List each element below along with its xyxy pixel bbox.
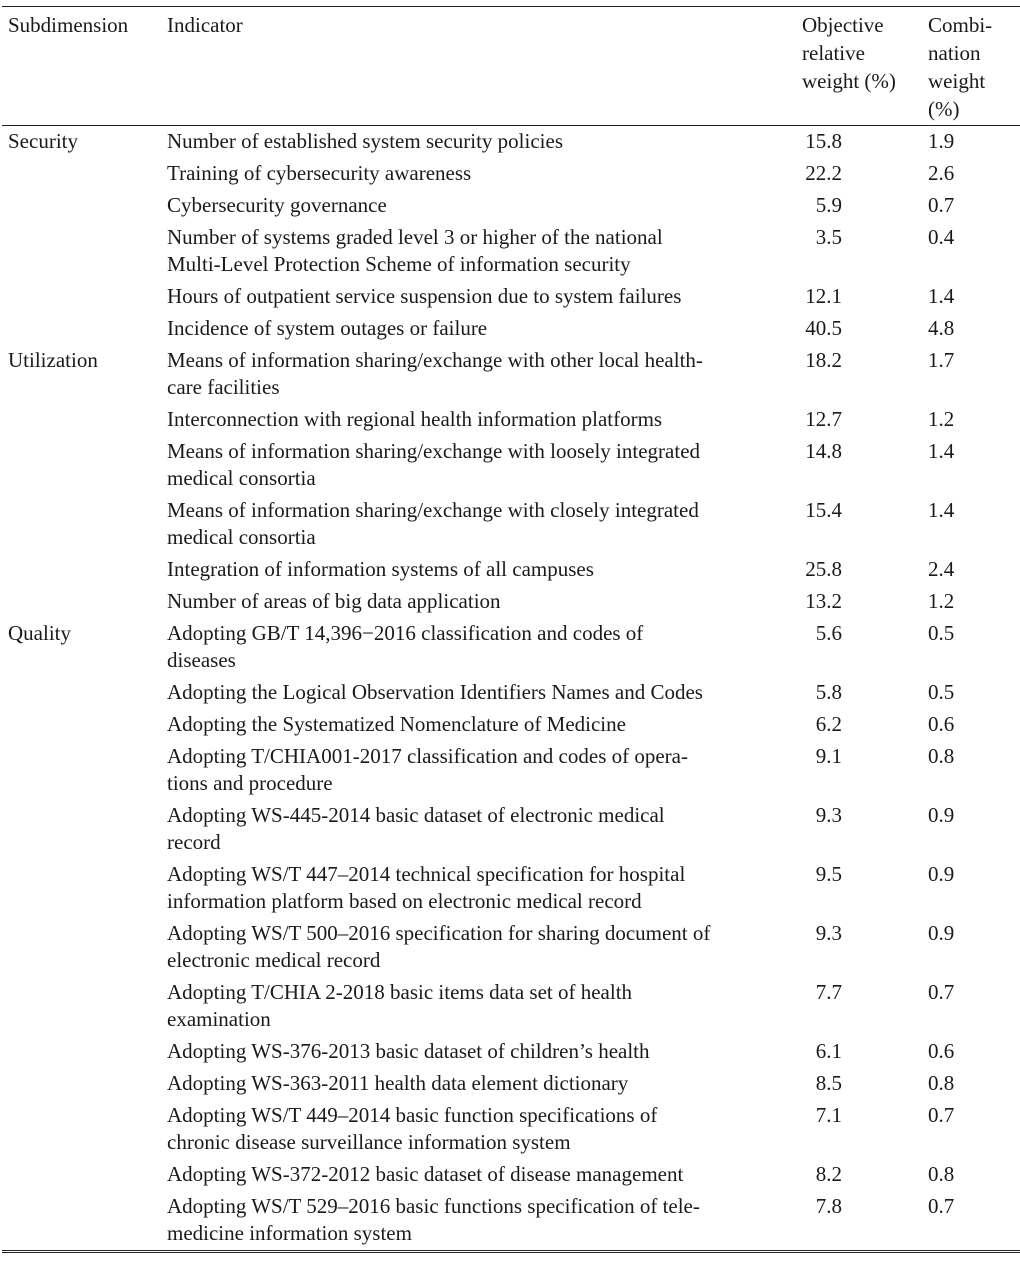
objective-weight-value: 3.5 [815,225,842,249]
combination-weight-cell [928,1193,1018,1220]
objective-weight-value: 5.8 [815,680,842,704]
subdimension-cell: Quality [8,621,71,645]
table-row [0,345,1020,404]
objective-weight-value: 18.2 [805,348,842,372]
indicator-cell: Adopting WS-376-2013 basic dataset of children’s health [167,1039,650,1063]
combination-weight-cell [928,620,1018,647]
objective-weight-cell [802,128,928,155]
objective-weight-value: 5.6 [815,621,842,645]
table-row [0,800,1020,859]
combination-weight-cell [928,679,1018,706]
objective-weight-cell [802,497,928,524]
objective-weight-cell [802,438,928,465]
combination-weight-value: 0.7 [928,980,955,1004]
objective-weight-value: 9.1 [815,744,842,768]
combination-weight-cell [928,1070,1018,1097]
combination-weight-cell [928,588,1018,615]
objective-weight-value: 8.5 [815,1071,842,1095]
combination-weight-cell [928,920,1018,947]
indicator-cell: Adopting the Logical Observation Identifiers Names and Codes [167,680,703,704]
objective-weight-cell [802,1070,928,1097]
table-row [0,222,1020,281]
combination-weight-cell [928,1102,1018,1129]
table-row [0,495,1020,554]
combination-weight-cell [928,347,1018,374]
objective-weight-value: 12.1 [805,284,842,308]
objective-weight-cell [802,1161,928,1188]
combination-weight-cell [928,1161,1018,1188]
combination-weight-value: 0.7 [928,1103,955,1127]
combination-weight-value: 0.7 [928,1194,955,1218]
indicator-cell: Adopting WS-363-2011 health data element dictionary [167,1071,629,1095]
combination-weight-cell [928,556,1018,583]
objective-weight-cell [802,347,928,374]
table-row [0,1068,1020,1100]
objective-weight-cell [802,802,928,829]
combination-weight-cell [928,438,1018,465]
combination-weight-cell [928,160,1018,187]
objective-weight-value: 13.2 [805,589,842,613]
indicator-cell: Cybersecurity governance [167,193,387,217]
objective-weight-value: 9.5 [815,862,842,886]
combination-weight-cell [928,128,1018,155]
indicator-cell: Number of established system security policies [167,129,563,153]
table-row [0,281,1020,313]
subdimension-cell: Utilization [8,348,98,372]
table-row [0,709,1020,741]
combination-weight-value: 4.8 [928,316,955,340]
objective-weight-cell [802,620,928,647]
combination-weight-value: 1.2 [928,407,955,431]
objective-weight-value: 7.1 [815,1103,842,1127]
indicator-cell: Number of systems graded level 3 or higher of the national Multi-Level Protection Scheme of information security [167,225,663,276]
table-row [0,918,1020,977]
combination-weight-cell [928,979,1018,1006]
indicator-cell: Adopting WS/T 500–2016 specification for sharing document of electronic medical record [167,921,711,972]
objective-weight-value: 15.8 [805,129,842,153]
objective-weight-value: 22.2 [805,161,842,185]
table-row [0,554,1020,586]
combination-weight-value: 0.8 [928,744,955,768]
combination-weight-value: 0.8 [928,1162,955,1186]
combination-weight-value: 0.5 [928,680,955,704]
header-indicator: Indicator [167,13,243,37]
combination-weight-value: 0.4 [928,225,955,249]
table-row [0,313,1020,345]
table-row [0,126,1020,158]
table-row [0,436,1020,495]
indicator-cell: Hours of outpatient service suspension due to system failures [167,284,682,308]
objective-weight-value: 8.2 [815,1162,842,1186]
objective-weight-value: 9.3 [815,921,842,945]
objective-weight-value: 12.7 [805,407,842,431]
table-row [0,1159,1020,1191]
indicator-cell: Adopting the Systematized Nomenclature of Medicine [167,712,626,736]
indicator-cell: Adopting T/CHIA 2-2018 basic items data set of health examination [167,980,633,1031]
indicator-cell: Adopting GB/T 14,396−2016 classification and codes of diseases [167,621,644,672]
objective-weight-cell [802,283,928,310]
combination-weight-value: 0.6 [928,1039,955,1063]
indicator-cell: Integration of information systems of all campuses [167,557,594,581]
combination-weight-value: 1.4 [928,498,955,522]
objective-weight-cell [802,1038,928,1065]
objective-weight-value: 5.9 [815,193,842,217]
table-row [0,1191,1020,1250]
combination-weight-cell [928,406,1018,433]
combination-weight-value: 1.4 [928,439,955,463]
objective-weight-cell [802,556,928,583]
objective-weight-cell [802,160,928,187]
indicator-cell: Means of information sharing/exchange with other local health- care facilities [167,348,703,399]
indicator-cell: Adopting WS/T 449–2014 basic function specifications of chronic disease surveillance information system [167,1103,658,1154]
objective-weight-value: 14.8 [805,439,842,463]
combination-weight-value: 0.6 [928,712,955,736]
table-row [0,618,1020,677]
objective-weight-value: 6.1 [815,1039,842,1063]
combination-weight-value: 0.9 [928,862,955,886]
objective-weight-cell [802,679,928,706]
indicator-cell: Incidence of system outages or failure [167,316,488,340]
combination-weight-cell [928,1038,1018,1065]
combination-weight-cell [928,711,1018,738]
combination-weight-cell [928,192,1018,219]
combination-weight-cell [928,743,1018,770]
combination-weight-cell [928,283,1018,310]
table-row [0,586,1020,618]
objective-weight-value: 25.8 [805,557,842,581]
objective-weight-cell [802,920,928,947]
combination-weight-value: 0.7 [928,193,955,217]
header-objective-weight: Objective relative weight (%) [802,13,896,93]
indicator-cell: Adopting WS/T 529–2016 basic functions specification of tele- medicine information system [167,1194,700,1245]
combination-weight-value: 0.5 [928,621,955,645]
indicator-cell: Training of cybersecurity awareness [167,161,472,185]
objective-weight-cell [802,588,928,615]
combination-weight-cell [928,224,1018,251]
combination-weight-value: 0.8 [928,1071,955,1095]
indicator-cell: Means of information sharing/exchange with closely integrated medical consortia [167,498,699,549]
table-bottom-rule [2,1250,1020,1253]
indicator-cell: Adopting WS-445-2014 basic dataset of electronic medical record [167,803,665,854]
objective-weight-cell [802,1193,928,1220]
table-row [0,158,1020,190]
table-body [0,126,1020,1250]
objective-weight-cell [802,979,928,1006]
table-row [0,1100,1020,1159]
combination-weight-value: 2.4 [928,557,955,581]
table-row [0,859,1020,918]
header-subdimension: Subdimension [8,13,129,37]
objective-weight-cell [802,861,928,888]
combination-weight-value: 1.4 [928,284,955,308]
table-row [0,404,1020,436]
header-combination-weight: Combi- nation weight (%) [928,13,993,121]
indicator-cell: Means of information sharing/exchange with loosely integrated medical consortia [167,439,701,490]
objective-weight-cell [802,315,928,342]
combination-weight-cell [928,861,1018,888]
objective-weight-value: 40.5 [805,316,842,340]
table-row [0,1036,1020,1068]
subdimension-cell: Security [8,129,78,153]
combination-weight-cell [928,497,1018,524]
table-row [0,190,1020,222]
combination-weight-cell [928,315,1018,342]
table-header-row [0,7,1020,125]
combination-weight-value: 1.7 [928,348,955,372]
combination-weight-value: 1.2 [928,589,955,613]
indicator-cell: Interconnection with regional health information platforms [167,407,663,431]
objective-weight-value: 7.7 [815,980,842,1004]
combination-weight-value: 0.9 [928,921,955,945]
indicator-cell: Adopting WS-372-2012 basic dataset of disease management [167,1162,684,1186]
objective-weight-value: 9.3 [815,803,842,827]
combination-weight-cell [928,802,1018,829]
objective-weight-cell [802,711,928,738]
objective-weight-value: 6.2 [815,712,842,736]
combination-weight-value: 1.9 [928,129,955,153]
table-row [0,741,1020,800]
combination-weight-value: 2.6 [928,161,955,185]
objective-weight-cell [802,406,928,433]
objective-weight-cell [802,743,928,770]
weights-table [0,6,1020,1253]
objective-weight-cell [802,1102,928,1129]
objective-weight-cell [802,224,928,251]
indicator-cell: Adopting WS/T 447–2014 technical specification for hospital information platform based on electronic medical record [167,862,686,913]
table-row [0,677,1020,709]
objective-weight-value: 15.4 [805,498,842,522]
objective-weight-cell [802,192,928,219]
indicator-cell: Adopting T/CHIA001-2017 classification and codes of opera- tions and procedure [167,744,688,795]
objective-weight-value: 7.8 [815,1194,842,1218]
table-row [0,977,1020,1036]
combination-weight-value: 0.9 [928,803,955,827]
indicator-cell: Number of areas of big data application [167,589,501,613]
